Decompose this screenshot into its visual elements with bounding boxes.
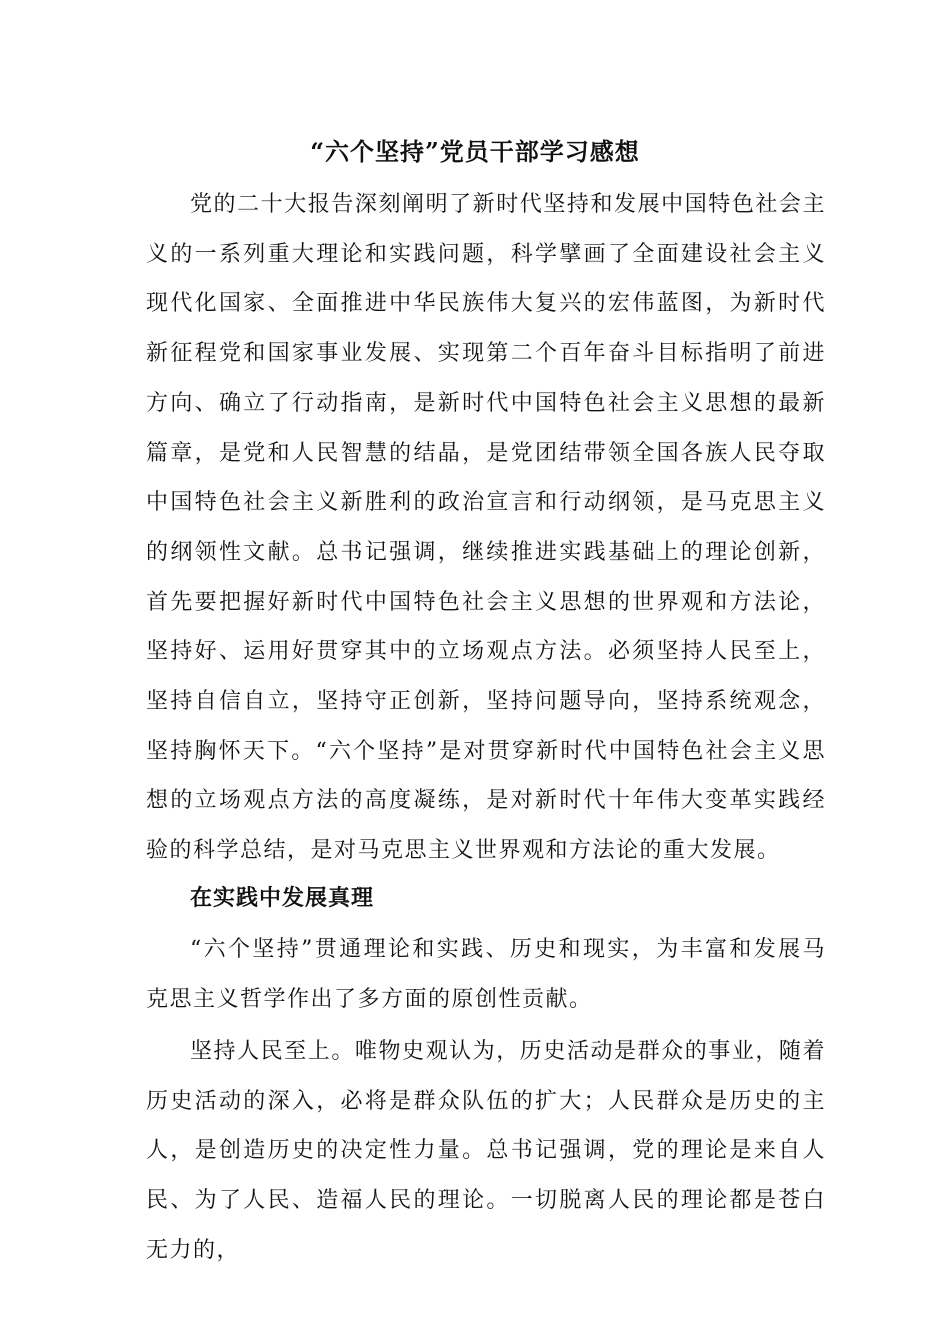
section-paragraph-1: “六个坚持”贯通理论和实践、历史和现实，为丰富和发展马克思主义哲学作出了多方面的原创性贡献。 (146, 937, 826, 1012)
section-heading: 在实践中发展真理 (190, 885, 375, 911)
document-title: “六个坚持”党员干部学习感想 (310, 137, 640, 166)
intro-paragraph: 党的二十大报告深刻阐明了新时代坚持和发展中国特色社会主义的一系列重大理论和实践问题，科学擘画了全面建设社会主义现代化国家、全面推进中华民族伟大复兴的宏伟蓝图，为新时代新征程党和国家事业发展、实现第二个百年奋斗目标指明了前进方向、确立了行动指南，是新时代中国特色社会主义思想的最新篇章，是党和人民智慧的结晶，是党团结带领全国各族人民夺取中国特色社会主义新胜利的政治宣言和行动纲领，是马克思主义的纲领性文献。总书记强调，继续推进实践基础上的理论创新，首先要把握好新时代中国特色社会主义思想的世界观和方法论，坚持好、运用好贯穿其中的立场观点方法。必须坚持人民至上，坚持自信自立，坚持守正创新，坚持问题导向，坚持系统观念，坚持胸怀天下。“六个坚持”是对贯穿新时代中国特色社会主义思想的立场观点方法的高度凝练，是对新时代十年伟大变革实践经验的科学总结，是对马克思主义世界观和方法论的重大发展。 (146, 192, 826, 864)
section-paragraph-2: 坚持人民至上。唯物史观认为，历史活动是群众的事业，随着历史活动的深入，必将是群众队伍的扩大；人民群众是历史的主人，是创造历史的决定性力量。总书记强调，党的理论是来自人民、为了人民、造福人民的理论。一切脱离人民的理论都是苍白无力的， (146, 1039, 826, 1263)
